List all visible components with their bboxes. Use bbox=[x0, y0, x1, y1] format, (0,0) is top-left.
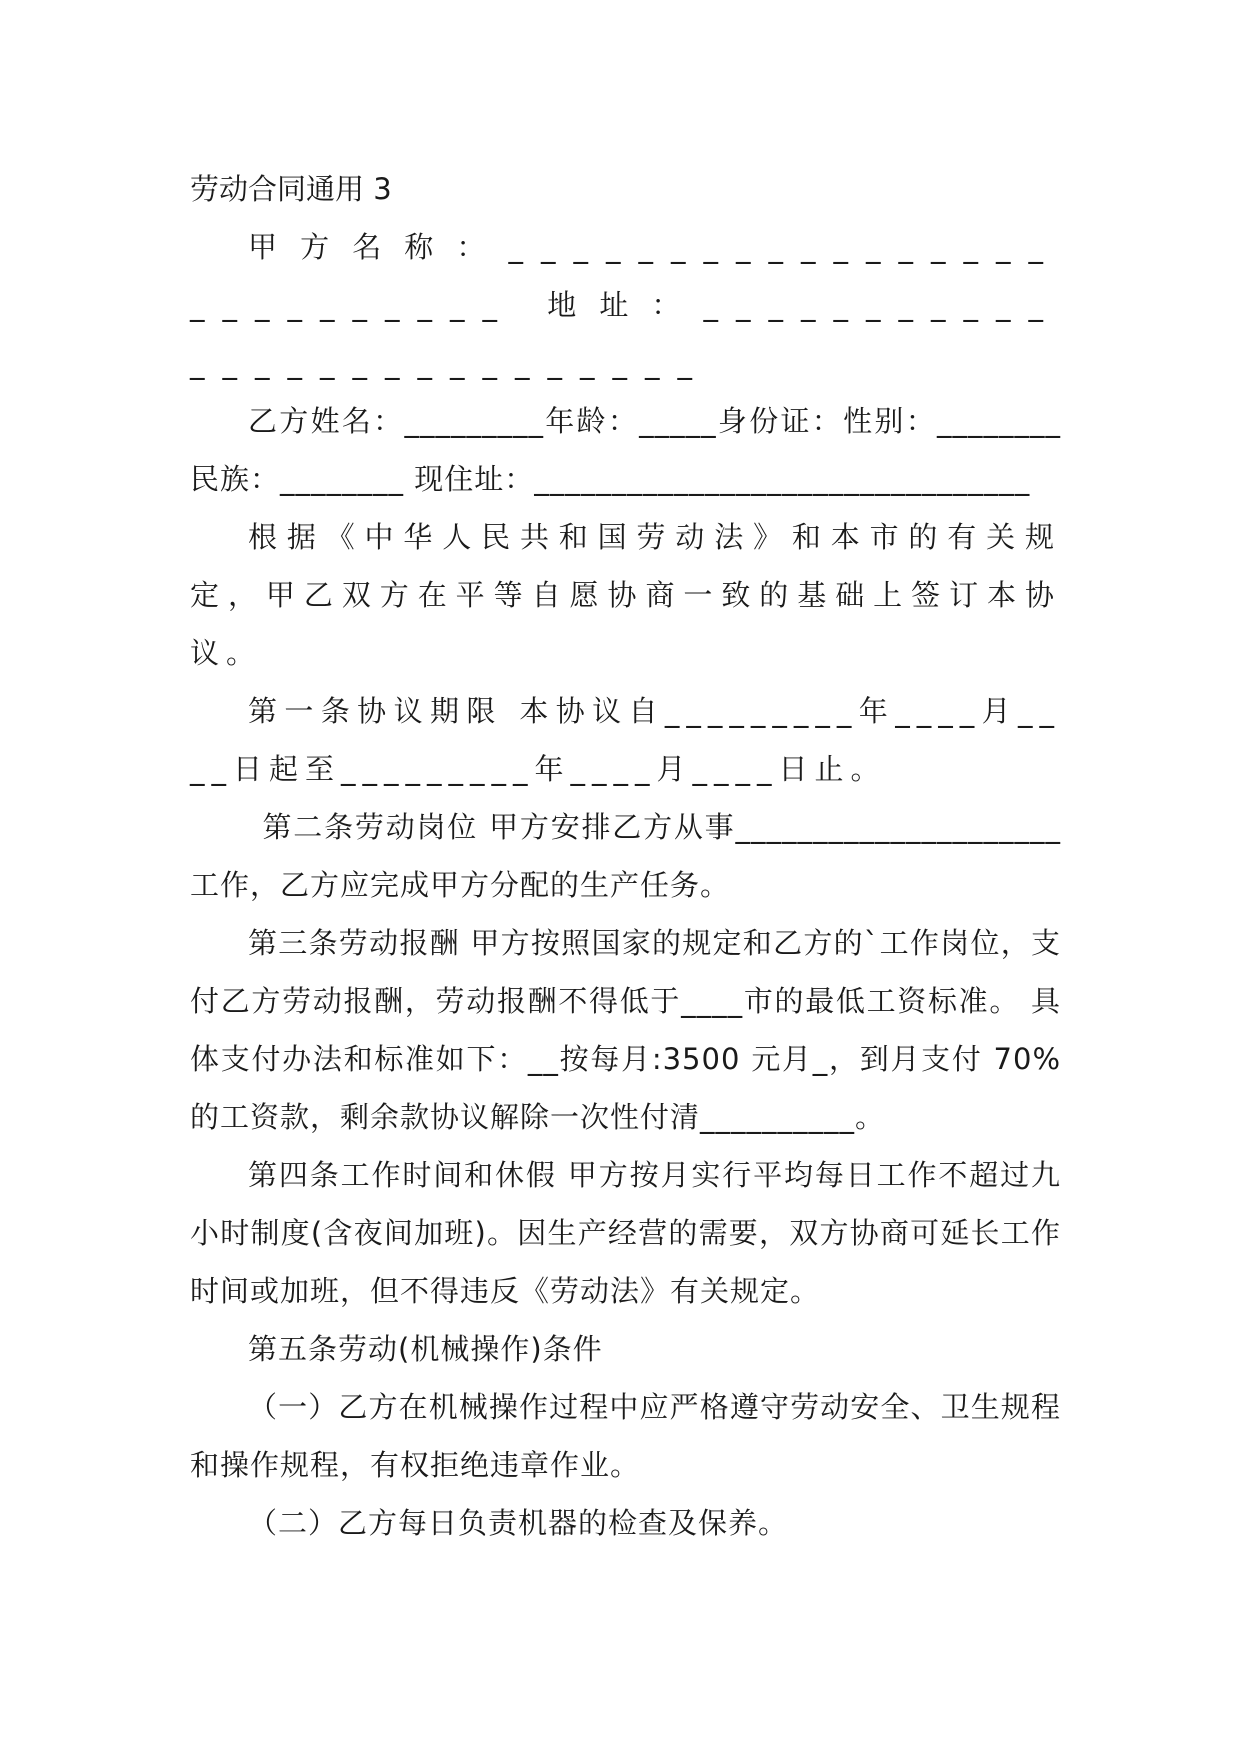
article-4-working-hours: 第四条工作时间和休假 甲方按月实行平均每日工作不超过九小时制度(含夜间加班)。因生产经营的需要，双方协商可延长工作时间或加班，但不得违反《劳动法》有关规定。 bbox=[190, 1158, 1061, 1308]
party-b-info: 乙方姓名：_________年龄：_____身份证：性别：________民族：________ 现住址：________________________________ bbox=[190, 404, 1061, 496]
article-5-clause-2: （二）乙方每日负责机器的检查及保养。 bbox=[248, 1506, 789, 1540]
article-1-term: 第一条协议期限 本协议自_________年____月____日起至_________年____月____日止。 bbox=[190, 694, 1061, 786]
article-3-remuneration: 第三条劳动报酬 甲方按照国家的规定和乙方的`工作岗位，支付乙方劳动报酬，劳动报酬不得低于____市的最低工资标准。 具体支付办法和标准如下：__按每月:3500 元月_，到月支付 70%的工资款，剩余款协议解除一次性付清__________。 bbox=[190, 926, 1061, 1134]
party-a-info: 甲方名称：___________________________ 地址：___________________________ bbox=[190, 230, 1061, 380]
document-title: 劳动合同通用 3 bbox=[190, 172, 392, 206]
article-5-clause-1: （一）乙方在机械操作过程中应严格遵守劳动安全、卫生规程和操作规程，有权拒绝违章作业。 bbox=[190, 1390, 1061, 1482]
article-5-heading: 第五条劳动(机械操作)条件 bbox=[248, 1332, 603, 1366]
article-2-position: 第二条劳动岗位 甲方安排乙方从事_____________________工作，乙方应完成甲方分配的生产任务。 bbox=[190, 810, 1061, 902]
preamble-paragraph: 根据《中华人民共和国劳动法》和本市的有关规定，甲乙双方在平等自愿协商一致的基础上签订本协议。 bbox=[190, 520, 1061, 670]
